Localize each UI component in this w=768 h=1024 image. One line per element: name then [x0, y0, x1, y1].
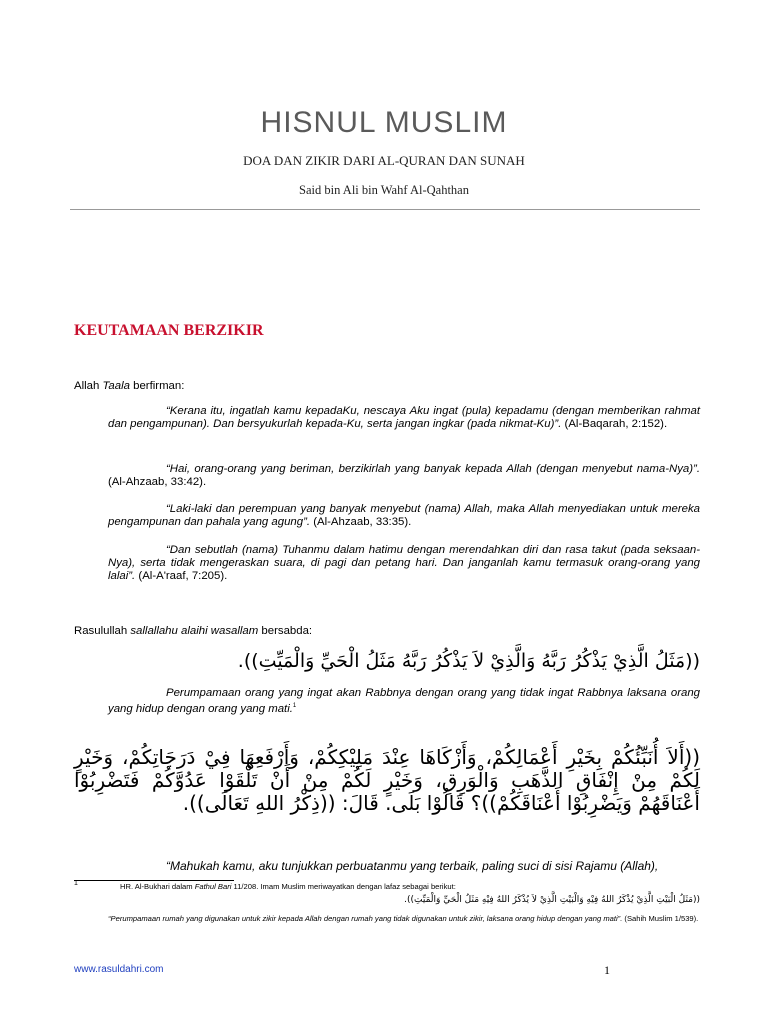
hadith-intro-italic: sallallahu alaihi wasallam [130, 625, 259, 637]
footnote-arabic: ((مَثَلُ الْبَيْتِ الَّذِيْ يُذْكَرُ اللهُ فِيْهِ وَالْبَيْتِ الَّذِيْ لاَ يُذْكَرُ اللهُ فِيْهِ مَثَلُ الْحَيِّ وَالْمَيِّتِ)). [404, 895, 700, 905]
translation-text: “Mahukah kamu, aku tunjukkan perbuatanmu yang terbaik, paling suci di sisi Rajamu (Allah), [166, 859, 659, 873]
section-heading: KEUTAMAAN BERZIKIR [74, 322, 264, 339]
document-title: HISNUL MUSLIM [260, 106, 508, 139]
footnote-reference-source: (Sahih Muslim 1/539). [622, 914, 699, 923]
document-author: Said bin Ali bin Wahf Al-Qahthan [299, 183, 469, 197]
quote-text: “Kerana itu, ingatlah kamu kepadaKu, nescaya Aku ingat (pula) kepadamu (dengan memberikan rahmat dan pengampunan). Dan bersyukurlah kepada-Ku, serta jangan ingkar (pada nikmat-Ku)”. [108, 405, 700, 430]
footnote-reference[interactable]: 1 [292, 703, 297, 709]
quote-reference: (Al-A'raaf, 7:205). [135, 570, 228, 582]
page-number: 1 [604, 963, 610, 977]
intro-text-italic: Taala [102, 380, 130, 392]
quote-text: “Hai, orang-orang yang beriman, berzikirlah yang banyak kepada Allah (dengan menyebut nama-Nya)”. [166, 463, 700, 475]
hadith-intro-after: bersabda: [258, 625, 313, 637]
footnote-line-1 [120, 882, 700, 891]
footnote-text-after: 11/208. Imam Muslim meriwayatkan dengan lafaz sebagai berikut: [231, 882, 456, 891]
intro-paragraph [74, 380, 184, 393]
hadith-intro-before: Rasulullah [74, 625, 131, 637]
quote-reference: (Al-Baqarah, 2:152). [561, 418, 668, 430]
header-divider [70, 209, 700, 210]
translation-text: Perumpamaan orang yang ingat akan Rabbnya dengan orang yang tidak ingat Rabbnya laksana orang yang hidup dengan orang yang mati. [108, 687, 700, 715]
quote-reference: (Al-Ahzaab, 33:42). [108, 476, 207, 488]
quote-paragraph [108, 544, 700, 583]
footnote-text-italic: Fathul Bari [194, 882, 232, 891]
footnote-text-before: HR. Al-Bukhari dalam [120, 882, 195, 891]
quote-text: “Laki-laki dan perempuan yang banyak menyebut (nama) Allah, maka Allah menyediakan untuk mereka pengampunan dan pahala yang agung”. [108, 503, 700, 528]
hadith-arabic-2: ((أَلاَ أُنَبِّئُكُمْ بِخَيْرِ أَعْمَالِكُمْ، وَأَزْكَاهَا عِنْدَ مَلِيْكِكُمْ، وَأَرْفَعِهَا فِيْ دَرَجَاتِكُمْ، وَخَيْرٍ لَكُمْ مِنْ إِنْفَاقِ الذَّهَبِ وَالْوَرِقِ، وَخَيْرٍ لَكُمْ مِنْ أَنْ تَلْقَوْا عَدُوَّكُمْ فَتَضْرِبُوْا أَعْنَاقَهُمْ وَيَضْرِبُوْا أَعْنَاقَكُمْ))؟ قَالُوْا بَلَى. قَالَ: ((ذِكْرُ اللهِ تَعَالَى)). [74, 745, 700, 815]
hadith-translation-1 [108, 687, 700, 716]
hadith-intro [74, 625, 312, 638]
quote-text: “Dan sebutlah (nama) Tuhanmu dalam hatimu dengan merendahkan diri dan rasa takut (pada seksaan-Nya), serta tidak mengeraskan suara, di pagi dan petang hari. Dan janganlah kamu termasuk orang-orang yang lalai”. [108, 544, 700, 582]
quote-paragraph [108, 405, 700, 431]
footnote-number: 1 [74, 880, 78, 887]
document-subtitle: DOA DAN ZIKIR DARI AL-QURAN DAN SUNAH [243, 153, 525, 168]
footnote-line-2 [108, 914, 700, 923]
intro-text-before: Allah [74, 380, 103, 392]
quote-paragraph [108, 463, 700, 489]
intro-text-after: berfirman: [129, 380, 185, 392]
quote-reference: (Al-Ahzaab, 33:35). [310, 516, 412, 528]
website-link[interactable]: www.rasuldahri.com [74, 964, 164, 975]
hadith-arabic-1: ((مَثَلُ الَّذِيْ يَذْكُرُ رَبَّهُ وَالَّذِيْ لاَ يَذْكُرُ رَبَّهُ مَثَلُ الْحَيِّ وَالْمَيِّتِ)). [237, 650, 700, 672]
quote-paragraph [108, 503, 700, 529]
footnote-divider [74, 880, 234, 881]
hadith-translation-2 [108, 860, 700, 873]
footnote-translation: “Perumpamaan rumah yang digunakan untuk zikir kepada Allah dengan rumah yang tidak digunakan untuk zikir, laksana orang hidup dengan yang mati”. [108, 914, 623, 923]
